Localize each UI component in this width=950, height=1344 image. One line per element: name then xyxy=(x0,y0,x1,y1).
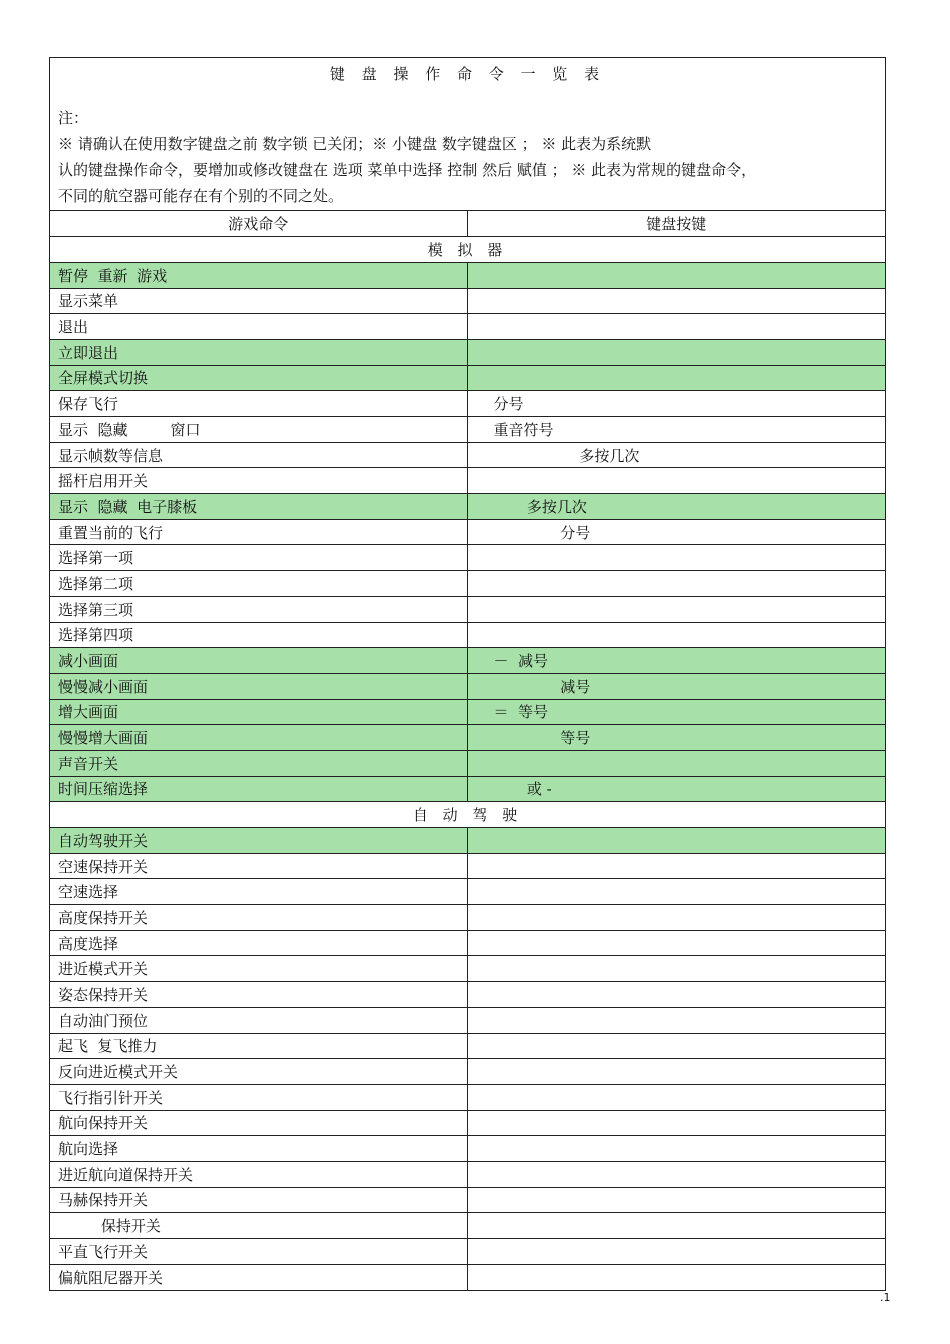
key-cell xyxy=(467,1264,885,1290)
command-cell: 保持开关 xyxy=(50,1213,467,1239)
command-cell: 重置当前的飞行 xyxy=(50,519,467,545)
command-cell: 高度保持开关 xyxy=(50,905,467,931)
key-cell xyxy=(467,545,885,571)
command-cell: 进近模式开关 xyxy=(50,956,467,982)
key-cell xyxy=(467,571,885,597)
key-cell xyxy=(467,1161,885,1187)
table-row xyxy=(50,442,885,468)
key-cell xyxy=(467,828,885,854)
table-row xyxy=(50,750,885,776)
command-cell: 显示 隐藏 窗口 xyxy=(50,417,467,443)
command-cell: 保存飞行 xyxy=(50,391,467,417)
table-row xyxy=(50,1187,885,1213)
table-row xyxy=(50,571,885,597)
key-cell: － 减号 xyxy=(467,648,885,674)
command-cell: 显示菜单 xyxy=(50,288,467,314)
key-cell xyxy=(467,314,885,340)
table-row xyxy=(50,853,885,879)
command-cell: 姿态保持开关 xyxy=(50,982,467,1008)
command-cell: 立即退出 xyxy=(50,339,467,365)
section-title: 自 动 驾 驶 xyxy=(50,802,885,828)
table-row xyxy=(50,648,885,674)
keyboard-command-sheet xyxy=(49,57,886,1291)
key-cell xyxy=(467,1136,885,1162)
table-row xyxy=(50,879,885,905)
table-row xyxy=(50,982,885,1008)
command-table xyxy=(50,211,885,1290)
command-cell: 选择第三项 xyxy=(50,596,467,622)
table-row xyxy=(50,314,885,340)
table-row xyxy=(50,828,885,854)
table-row xyxy=(50,262,885,288)
command-cell: 进近航向道保持开关 xyxy=(50,1161,467,1187)
key-cell xyxy=(467,982,885,1008)
key-cell xyxy=(467,750,885,776)
command-cell: 航向保持开关 xyxy=(50,1110,467,1136)
notes-line: 不同的航空器可能存在有个别的不同之处。 xyxy=(58,187,344,205)
notes-line: ※ 请确认在使用数字键盘之前 数字锁 已关闭；※ 小键盘 数字键盘区 ； ※ 此表为系统默 xyxy=(58,135,652,153)
key-cell xyxy=(467,468,885,494)
notes-line: 认的键盘操作命令，要增加或修改键盘在 选项 菜单中选择 控制 然后 赋值 ； ※ 此表为常规的键盘命令， xyxy=(58,161,757,179)
table-row xyxy=(50,1161,885,1187)
table-row xyxy=(50,1213,885,1239)
command-cell: 选择第二项 xyxy=(50,571,467,597)
key-cell xyxy=(467,853,885,879)
key-cell xyxy=(467,1033,885,1059)
key-cell xyxy=(467,1007,885,1033)
table-row xyxy=(50,596,885,622)
table-row xyxy=(50,1239,885,1265)
table-row xyxy=(50,468,885,494)
command-cell: 空速选择 xyxy=(50,879,467,905)
table-row xyxy=(50,1033,885,1059)
key-cell xyxy=(467,905,885,931)
key-cell xyxy=(467,1187,885,1213)
key-cell xyxy=(467,262,885,288)
key-cell: 等号 xyxy=(467,725,885,751)
command-cell: 马赫保持开关 xyxy=(50,1187,467,1213)
key-cell xyxy=(467,1084,885,1110)
key-cell xyxy=(467,596,885,622)
page-number: .1 xyxy=(880,1291,891,1304)
table-row xyxy=(50,1084,885,1110)
table-row xyxy=(50,1007,885,1033)
command-cell: 慢慢增大画面 xyxy=(50,725,467,751)
header-keyboard-key: 键盘按键 xyxy=(646,215,707,234)
table-row xyxy=(50,519,885,545)
command-cell: 声音开关 xyxy=(50,750,467,776)
section-header-row xyxy=(50,802,885,828)
key-cell: ＝ 等号 xyxy=(467,699,885,725)
key-cell xyxy=(467,1239,885,1265)
table-row xyxy=(50,1136,885,1162)
command-cell: 飞行指引针开关 xyxy=(50,1084,467,1110)
command-cell: 航向选择 xyxy=(50,1136,467,1162)
key-cell: 分号 xyxy=(467,391,885,417)
table-row xyxy=(50,699,885,725)
table-row xyxy=(50,494,885,520)
header-game-command: 游戏命令 xyxy=(50,211,467,237)
command-cell: 选择第一项 xyxy=(50,545,467,571)
key-cell xyxy=(467,365,885,391)
command-cell: 显示帧数等信息 xyxy=(50,442,467,468)
table-row xyxy=(50,725,885,751)
key-cell: 或 - xyxy=(467,776,885,802)
table-row xyxy=(50,622,885,648)
key-cell: 重音符号 xyxy=(467,417,885,443)
command-cell: 反向进近模式开关 xyxy=(50,1059,467,1085)
key-cell xyxy=(467,288,885,314)
command-cell: 时间压缩选择 xyxy=(50,776,467,802)
command-cell: 自动油门预位 xyxy=(50,1007,467,1033)
table-row xyxy=(50,365,885,391)
table-row xyxy=(50,391,885,417)
command-cell: 显示 隐藏 电子膝板 xyxy=(50,494,467,520)
table-row xyxy=(50,1059,885,1085)
command-cell: 增大画面 xyxy=(50,699,467,725)
command-cell: 空速保持开关 xyxy=(50,853,467,879)
table-row xyxy=(50,956,885,982)
key-cell xyxy=(467,1213,885,1239)
command-cell: 退出 xyxy=(50,314,467,340)
key-cell: 多按几次 xyxy=(467,494,885,520)
table-row xyxy=(50,288,885,314)
key-cell: 多按几次 xyxy=(467,442,885,468)
key-cell xyxy=(467,930,885,956)
command-cell: 自动驾驶开关 xyxy=(50,828,467,854)
command-cell: 平直飞行开关 xyxy=(50,1239,467,1265)
command-cell: 高度选择 xyxy=(50,930,467,956)
command-cell: 减小画面 xyxy=(50,648,467,674)
command-table-body xyxy=(50,211,885,1290)
key-cell: 减号 xyxy=(467,673,885,699)
table-row xyxy=(50,930,885,956)
command-cell: 暂停 重新 游戏 xyxy=(50,262,467,288)
command-cell: 偏航阻尼器开关 xyxy=(50,1264,467,1290)
command-cell: 选择第四项 xyxy=(50,622,467,648)
table-row xyxy=(50,339,885,365)
command-cell: 全屏模式切换 xyxy=(50,365,467,391)
table-row xyxy=(50,905,885,931)
section-title: 模 拟 器 xyxy=(50,237,885,263)
key-cell xyxy=(467,1059,885,1085)
key-cell xyxy=(467,339,885,365)
document-title: 键 盘 操 作 命 令 一 览 表 xyxy=(329,65,606,83)
command-cell: 慢慢减小画面 xyxy=(50,673,467,699)
command-cell: 摇杆启用开关 xyxy=(50,468,467,494)
table-row xyxy=(50,1264,885,1290)
table-row xyxy=(50,417,885,443)
table-header-row xyxy=(50,211,885,237)
table-row xyxy=(50,545,885,571)
table-row xyxy=(50,776,885,802)
section-header-row xyxy=(50,237,885,263)
command-cell: 起飞 复飞推力 xyxy=(50,1033,467,1059)
table-row xyxy=(50,1110,885,1136)
key-cell xyxy=(467,956,885,982)
table-row xyxy=(50,673,885,699)
key-cell xyxy=(467,1110,885,1136)
key-cell xyxy=(467,879,885,905)
notes-block xyxy=(50,85,885,211)
key-cell: 分号 xyxy=(467,519,885,545)
notes-heading: 注： xyxy=(58,109,89,127)
key-cell xyxy=(467,622,885,648)
